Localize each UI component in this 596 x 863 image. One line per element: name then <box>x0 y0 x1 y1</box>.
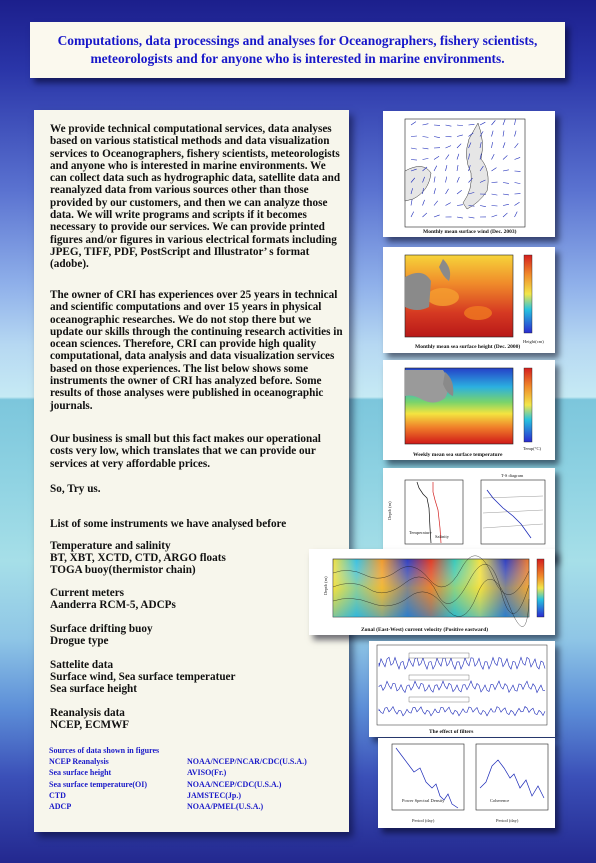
group-items-satellite: Surface wind, Sea surface temperatuer <box>50 671 236 683</box>
figure-sea-surface-temperature <box>383 360 555 460</box>
source-row: Sea surface temperature(OI) NOAA/NCEP/CDC(U.S.A.) <box>49 779 282 789</box>
filtered-series-line <box>379 657 545 669</box>
group-items-reanalysis: NCEP, ECMWF <box>50 719 130 731</box>
group-items-drifting-buoy: Drogue type <box>50 635 109 647</box>
experience-paragraph: The owner of CRI has experiences over 25 years in technical and scientific computations and over 15 years in physical oceanographic researches. We do not stop there but we update our skills through the continuing research activities in ocean sciences. Therefore, CRI can provide high quality computational, data analysis and data visualization services based on those experiences. The list below shows some instruments the owner of CRI has analyzed before. Some results of those analyses were published in oceanographic journals. <box>50 289 343 412</box>
zonal-current-plot <box>309 549 555 635</box>
fig4-label-temperature: Temperature <box>409 530 432 535</box>
fig7-xlabel-2: Period (day) <box>496 818 519 823</box>
source-row: CTD JAMSTEC(Jp.) <box>49 790 242 800</box>
figure-filter-effect <box>369 641 555 737</box>
fig2-unit-label: Height(cm) <box>523 339 544 344</box>
ctd-profile-plot <box>383 468 555 560</box>
cost-paragraph: Our business is small but this fact makes our operational costs very low, which translates that we can provide our services at very affordable prices. <box>50 433 321 470</box>
fig7-label-coherence: Coherence <box>490 798 510 803</box>
fig4-label-salinity: Salinity <box>435 534 450 539</box>
group-title-drifting-buoy: Surface drifting buoy <box>50 623 153 635</box>
fig3-unit-label: Temp(°C) <box>523 446 541 451</box>
group-title-current-meters: Current meters <box>50 587 125 599</box>
header-title-box <box>30 22 565 78</box>
group-title-temperature: Temperature and salinity <box>50 540 171 552</box>
figure-ctd-profiles <box>383 468 555 560</box>
filter-effect-plot <box>369 641 555 737</box>
group-title-satellite: Sattelite data <box>50 659 114 671</box>
fig7-label-psd: Power Spectral Density <box>402 798 445 803</box>
fig6-caption: The effect of filters <box>429 729 474 735</box>
group-title-reanalysis: Reanalysis data <box>50 707 125 719</box>
fig3-caption: Weekly mean sea surface temperature <box>413 452 503 458</box>
source-row: Sea surface height AVISO(Fr.) <box>49 768 227 778</box>
sst-map <box>383 360 555 460</box>
group-items-temperature-2: TOGA buoy(thermistor chain) <box>50 564 196 576</box>
fig7-xlabel-1: Period (day) <box>412 818 435 823</box>
source-row: NCEP Reanalysis NOAA/NCEP/NCAR/CDC(U.S.A.) <box>49 757 307 767</box>
figure-surface-wind <box>383 111 555 237</box>
ssh-map <box>383 247 555 353</box>
source-row: ADCP NOAA/PMEL(U.S.A.) <box>49 802 264 812</box>
try-us-text: So, Try us. <box>50 483 101 495</box>
group-items-satellite-2: Sea surface height <box>50 683 138 695</box>
filtered-series-line <box>379 681 545 693</box>
main-text-panel <box>34 110 349 832</box>
sources-title: Sources of data shown in figures <box>49 746 160 755</box>
figure-spectra <box>378 738 555 828</box>
fig4-ts-title: T-S diagram <box>501 473 524 478</box>
fig5-ylabel: Depth (m) <box>323 576 328 595</box>
fig2-caption: Monthly mean sea surface height (Dec. 2000) <box>415 344 521 350</box>
spectra-plot <box>378 738 555 828</box>
figure-zonal-current <box>309 549 555 635</box>
figure-sea-surface-height <box>383 247 555 353</box>
filtered-series-line <box>379 707 545 716</box>
fig5-caption: Zonal (East-West) current velocity (Positive eastward) <box>361 627 489 633</box>
page-title: Computations, data processings and analyses for Oceanographers, fishery scientists, meteorologists and for anyone who is interested in marine environments. <box>57 33 538 66</box>
fig1-caption: Monthly mean surface wind (Dec. 2003) <box>423 229 517 235</box>
group-items-temperature: BT, XBT, XCTD, CTD, ARGO floats <box>50 552 226 564</box>
fig4-ylabel: Depth (m) <box>387 501 392 520</box>
surface-wind-map <box>383 111 555 237</box>
data-sources-table <box>49 745 344 812</box>
instrument-list-title: List of some instruments we have analysed before <box>50 518 287 530</box>
group-items-current-meters: Aanderra RCM-5, ADCPs <box>50 599 176 611</box>
intro-paragraph: We provide technical computational services, data analyses based on various statistical methods and data visualization services to Oceanographers, fishery scientists, meteorologists and anyone who is interested in marine environments. We can collect data such as hydrographic data, satellite data and reanalyzed data from various sources other than those provided by our customers, and then we can analyze those data. We will write programs and scripts if it becomes necessary to provide our services. We can provide printed figures and/or figures in various electrical formats including JPEG, TIFF, PDF, PostScript and Illustrator’ s format (adobe). <box>50 123 341 271</box>
